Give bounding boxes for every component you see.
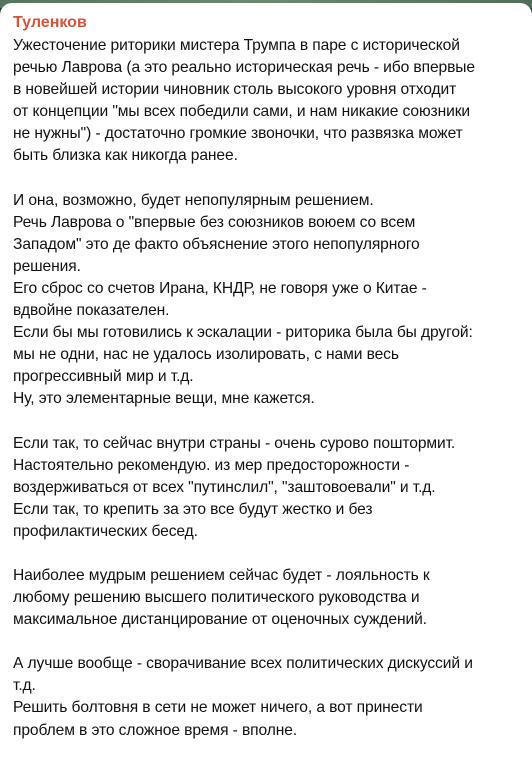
text-line: решения.: [13, 257, 81, 275]
message-paragraph-2: [13, 190, 518, 411]
text-line: любому решению высшего политического руководства и: [13, 589, 420, 607]
text-line: не нужны") - достаточно громкие звоночки, что развязка может: [13, 125, 463, 143]
text-line: речью Лаврова (а это реально историческая речь - ибо впервые: [13, 59, 475, 77]
paragraph-gap: [13, 168, 518, 190]
message-paragraph-3: [13, 433, 518, 543]
message-paragraph-4: [13, 565, 518, 631]
text-line: проблем в это сложное время - вполне.: [13, 721, 298, 739]
text-line: Его сброс со счетов Ирана, КНДР, не говоря уже о Китае -: [13, 279, 427, 297]
text-line: Наиболее мудрым решением сейчас будет - лояльность к: [13, 566, 430, 584]
message-paragraph-1: [13, 35, 518, 168]
text-line: Если так, то сейчас внутри страны - очень сурово поштормит.: [13, 434, 456, 452]
paragraph-gap: [13, 631, 518, 653]
text-line: Настоятельно рекомендую. из мер предосторожности -: [13, 456, 410, 474]
text-line: вдвойне показателен.: [13, 302, 170, 320]
paragraph-gap: [13, 411, 518, 433]
text-line: от концепции "мы всех победили сами, и нам никакие союзники: [13, 103, 471, 121]
message-paragraph-5: [13, 653, 518, 741]
text-line: И она, возможно, будет непопулярным решением.: [13, 191, 374, 209]
text-line: Если бы мы готовились к эскалации - риторика была бы другой:: [13, 324, 473, 342]
text-line: Западом" это де факто объяснение этого непопулярного: [13, 235, 420, 253]
text-line: Ну, это элементарные вещи, мне кажется.: [13, 390, 315, 408]
text-line: А лучше вообще - сворачивание всех политических дискуссий и: [13, 655, 473, 673]
text-line: мы не одни, нас не удалось изолировать, с нами весь: [13, 346, 399, 364]
text-line: максимальное дистанцирование от оценочных суждений.: [13, 611, 427, 629]
text-line: быть близка как никогда ранее.: [13, 147, 238, 165]
text-line: Речь Лаврова о "впервые без союзников воюем со всем: [13, 213, 416, 231]
text-line: профилактических бесед.: [13, 522, 198, 540]
text-line: воздерживаться от всех "путинслил", "заштовоевали" и т.д.: [13, 478, 436, 496]
text-line: Если так, то крепить за это все будут жестко и без: [13, 500, 373, 518]
sender-name[interactable]: Туленков: [13, 14, 87, 31]
text-line: т.д.: [13, 677, 36, 695]
text-line: Решить болтовня в сети не может ничего, а вот принести: [13, 699, 423, 717]
text-line: прогрессивный мир и т.д.: [13, 368, 194, 386]
text-line: в новейшей истории чиновник столь высокого уровня отходит: [13, 81, 457, 99]
text-line: Ужесточение риторики мистера Трумпа в паре с исторической: [13, 37, 460, 54]
message-bubble[interactable]: [0, 3, 532, 763]
paragraph-gap: [13, 543, 518, 565]
